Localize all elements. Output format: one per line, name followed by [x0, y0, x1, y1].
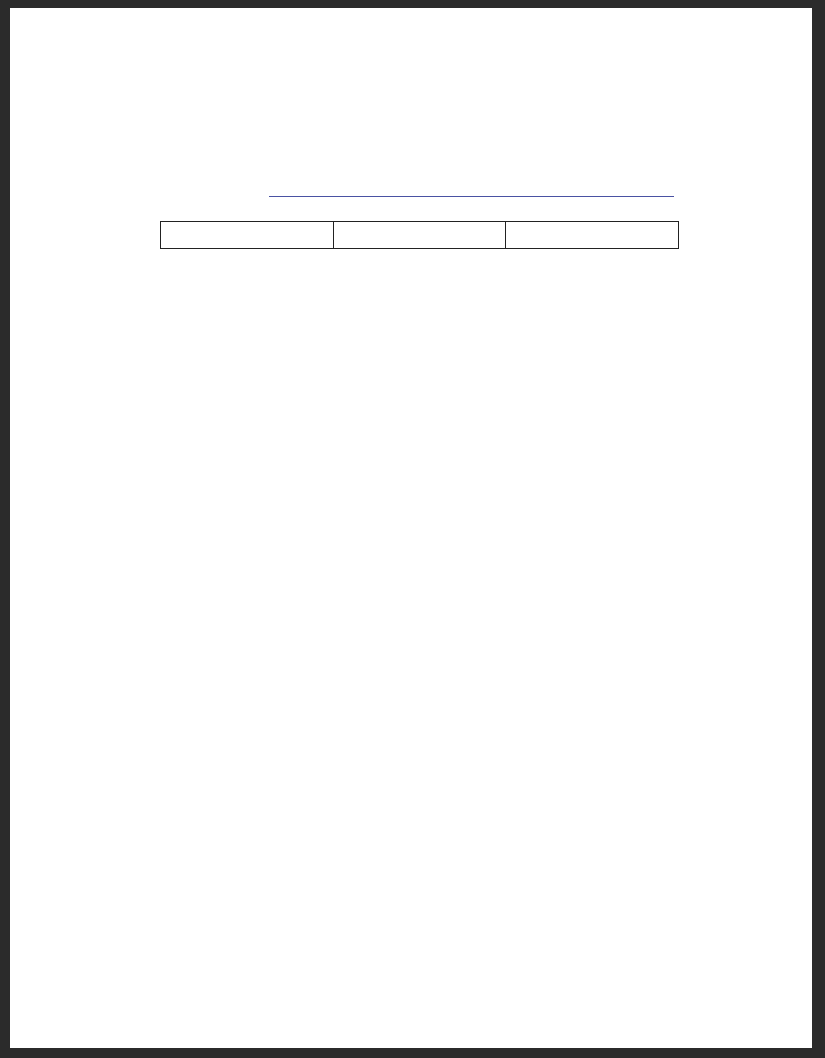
planner-page [10, 8, 812, 1048]
header-dinner [506, 222, 679, 249]
menu-grid [160, 221, 679, 249]
week-of-blank-line [269, 196, 674, 197]
header-breakfast [161, 222, 334, 249]
header-lunch [334, 222, 506, 249]
header-row [161, 222, 679, 249]
